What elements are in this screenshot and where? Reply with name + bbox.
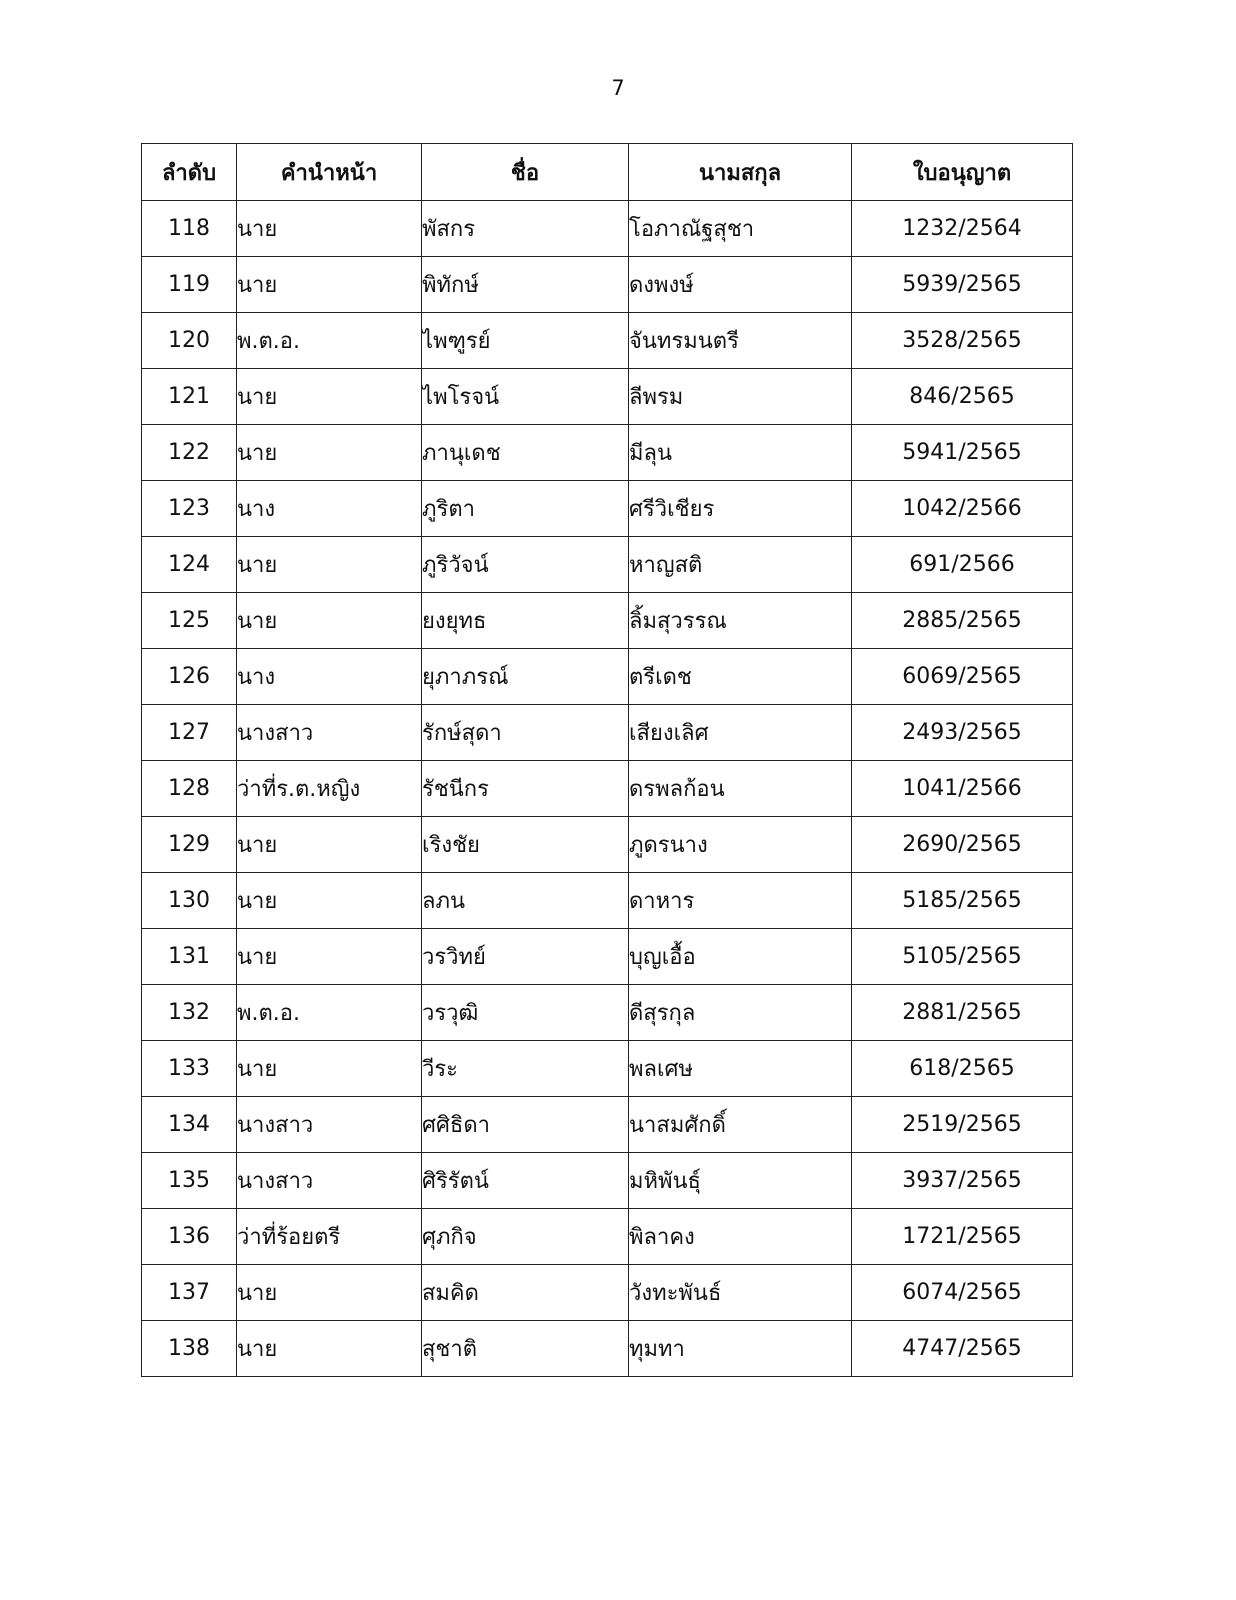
page-number: 7 [611,76,625,100]
row-title: นางสาว [237,1097,422,1153]
row-order: 134 [142,1097,237,1153]
row-first-name: รักษ์สุดา [422,705,629,761]
row-title: นาย [237,537,422,593]
row-license: 2885/2565 [852,593,1073,649]
row-first-name: วรวุฒิ [422,985,629,1041]
table-row [142,1041,1073,1097]
row-first-name: พิทักษ์ [422,257,629,313]
row-first-name: ภูริตา [422,481,629,537]
table-row [142,593,1073,649]
row-order: 137 [142,1265,237,1321]
row-last-name: ดงพงษ์ [629,257,852,313]
license-table [141,143,1073,1377]
row-order: 119 [142,257,237,313]
row-first-name: ภานุเดช [422,425,629,481]
column-header-last-name: นามสกุล [629,144,852,201]
table-row [142,929,1073,985]
row-title: นางสาว [237,705,422,761]
row-title: นางสาว [237,1153,422,1209]
row-last-name: พลเศษ [629,1041,852,1097]
row-license: 4747/2565 [852,1321,1073,1377]
row-last-name: ดีสุรกุล [629,985,852,1041]
row-last-name: จันทรมนตรี [629,313,852,369]
row-last-name: เสียงเลิศ [629,705,852,761]
row-order: 138 [142,1321,237,1377]
table-row [142,369,1073,425]
row-last-name: ภูดรนาง [629,817,852,873]
table-header-row [142,144,1073,201]
row-first-name: ศุภกิจ [422,1209,629,1265]
row-last-name: วังทะพันธ์ [629,1265,852,1321]
table-row [142,1153,1073,1209]
row-order: 133 [142,1041,237,1097]
row-order: 123 [142,481,237,537]
row-order: 118 [142,201,237,257]
row-first-name: วรวิทย์ [422,929,629,985]
table-row [142,313,1073,369]
row-title: นาย [237,1321,422,1377]
row-license: 2493/2565 [852,705,1073,761]
row-title: นาย [237,257,422,313]
row-first-name: สมคิด [422,1265,629,1321]
row-license: 691/2566 [852,537,1073,593]
row-license: 1041/2566 [852,761,1073,817]
row-first-name: ยุภาภรณ์ [422,649,629,705]
row-title: พ.ต.อ. [237,313,422,369]
row-first-name: ลภน [422,873,629,929]
table-row [142,1265,1073,1321]
row-first-name: ไพโรจน์ [422,369,629,425]
row-license: 2519/2565 [852,1097,1073,1153]
row-order: 124 [142,537,237,593]
row-license: 2881/2565 [852,985,1073,1041]
table-row [142,1321,1073,1377]
row-first-name: เริงชัย [422,817,629,873]
row-title: นาย [237,201,422,257]
row-first-name: ศิริรัตน์ [422,1153,629,1209]
row-order: 132 [142,985,237,1041]
row-order: 126 [142,649,237,705]
row-title: นาย [237,1265,422,1321]
table-row [142,1209,1073,1265]
table-row [142,201,1073,257]
row-order: 127 [142,705,237,761]
row-license: 5939/2565 [852,257,1073,313]
table-row [142,985,1073,1041]
row-title: นาง [237,481,422,537]
row-order: 129 [142,817,237,873]
row-last-name: ตรีเดช [629,649,852,705]
row-first-name: สุชาติ [422,1321,629,1377]
table-row [142,817,1073,873]
row-license: 2690/2565 [852,817,1073,873]
table-row [142,481,1073,537]
table-row [142,425,1073,481]
row-title: นาย [237,593,422,649]
row-first-name: พัสกร [422,201,629,257]
row-first-name: วีระ [422,1041,629,1097]
row-order: 125 [142,593,237,649]
row-first-name: ศศิธิดา [422,1097,629,1153]
row-last-name: ลีพรม [629,369,852,425]
row-title: นาย [237,929,422,985]
row-last-name: นาสมศักดิ์ [629,1097,852,1153]
column-header-first-name: ชื่อ [422,144,629,201]
row-order: 130 [142,873,237,929]
row-title: นาย [237,425,422,481]
table-row [142,1097,1073,1153]
row-first-name: ยงยุทธ [422,593,629,649]
row-title: นาย [237,1041,422,1097]
row-order: 131 [142,929,237,985]
row-title: นาย [237,817,422,873]
row-title: พ.ต.อ. [237,985,422,1041]
row-license: 6069/2565 [852,649,1073,705]
table-row [142,537,1073,593]
column-header-order: ลำดับ [142,144,237,201]
row-last-name: ศรีวิเชียร [629,481,852,537]
table-row [142,257,1073,313]
row-license: 5941/2565 [852,425,1073,481]
row-license: 1042/2566 [852,481,1073,537]
row-license: 1232/2564 [852,201,1073,257]
row-last-name: ลิ้มสุวรรณ [629,593,852,649]
row-order: 122 [142,425,237,481]
row-last-name: พิลาคง [629,1209,852,1265]
row-first-name: ภูริวัจน์ [422,537,629,593]
row-last-name: โอภาณัฐสุชา [629,201,852,257]
row-license: 1721/2565 [852,1209,1073,1265]
row-last-name: ทุมทา [629,1321,852,1377]
row-order: 128 [142,761,237,817]
row-license: 5185/2565 [852,873,1073,929]
row-license: 3937/2565 [852,1153,1073,1209]
row-last-name: ดาหาร [629,873,852,929]
row-license: 6074/2565 [852,1265,1073,1321]
row-license: 846/2565 [852,369,1073,425]
row-first-name: ไพฑูรย์ [422,313,629,369]
row-last-name: บุญเอื้อ [629,929,852,985]
row-last-name: มหิพันธุ์ [629,1153,852,1209]
row-license: 618/2565 [852,1041,1073,1097]
table-row [142,705,1073,761]
row-title: นาย [237,873,422,929]
row-order: 136 [142,1209,237,1265]
table-row [142,649,1073,705]
column-header-title: คำนำหน้า [237,144,422,201]
row-last-name: มีลุน [629,425,852,481]
row-license: 3528/2565 [852,313,1073,369]
row-order: 120 [142,313,237,369]
column-header-license: ใบอนุญาต [852,144,1073,201]
row-license: 5105/2565 [852,929,1073,985]
table-row [142,761,1073,817]
row-last-name: หาญสติ [629,537,852,593]
row-first-name: รัชนีกร [422,761,629,817]
row-title: นาง [237,649,422,705]
table-body [142,201,1073,1377]
row-title: ว่าที่ร.ต.หญิง [237,761,422,817]
row-order: 135 [142,1153,237,1209]
row-last-name: ดรพลก้อน [629,761,852,817]
row-title: ว่าที่ร้อยตรี [237,1209,422,1265]
row-order: 121 [142,369,237,425]
table-row [142,873,1073,929]
row-title: นาย [237,369,422,425]
